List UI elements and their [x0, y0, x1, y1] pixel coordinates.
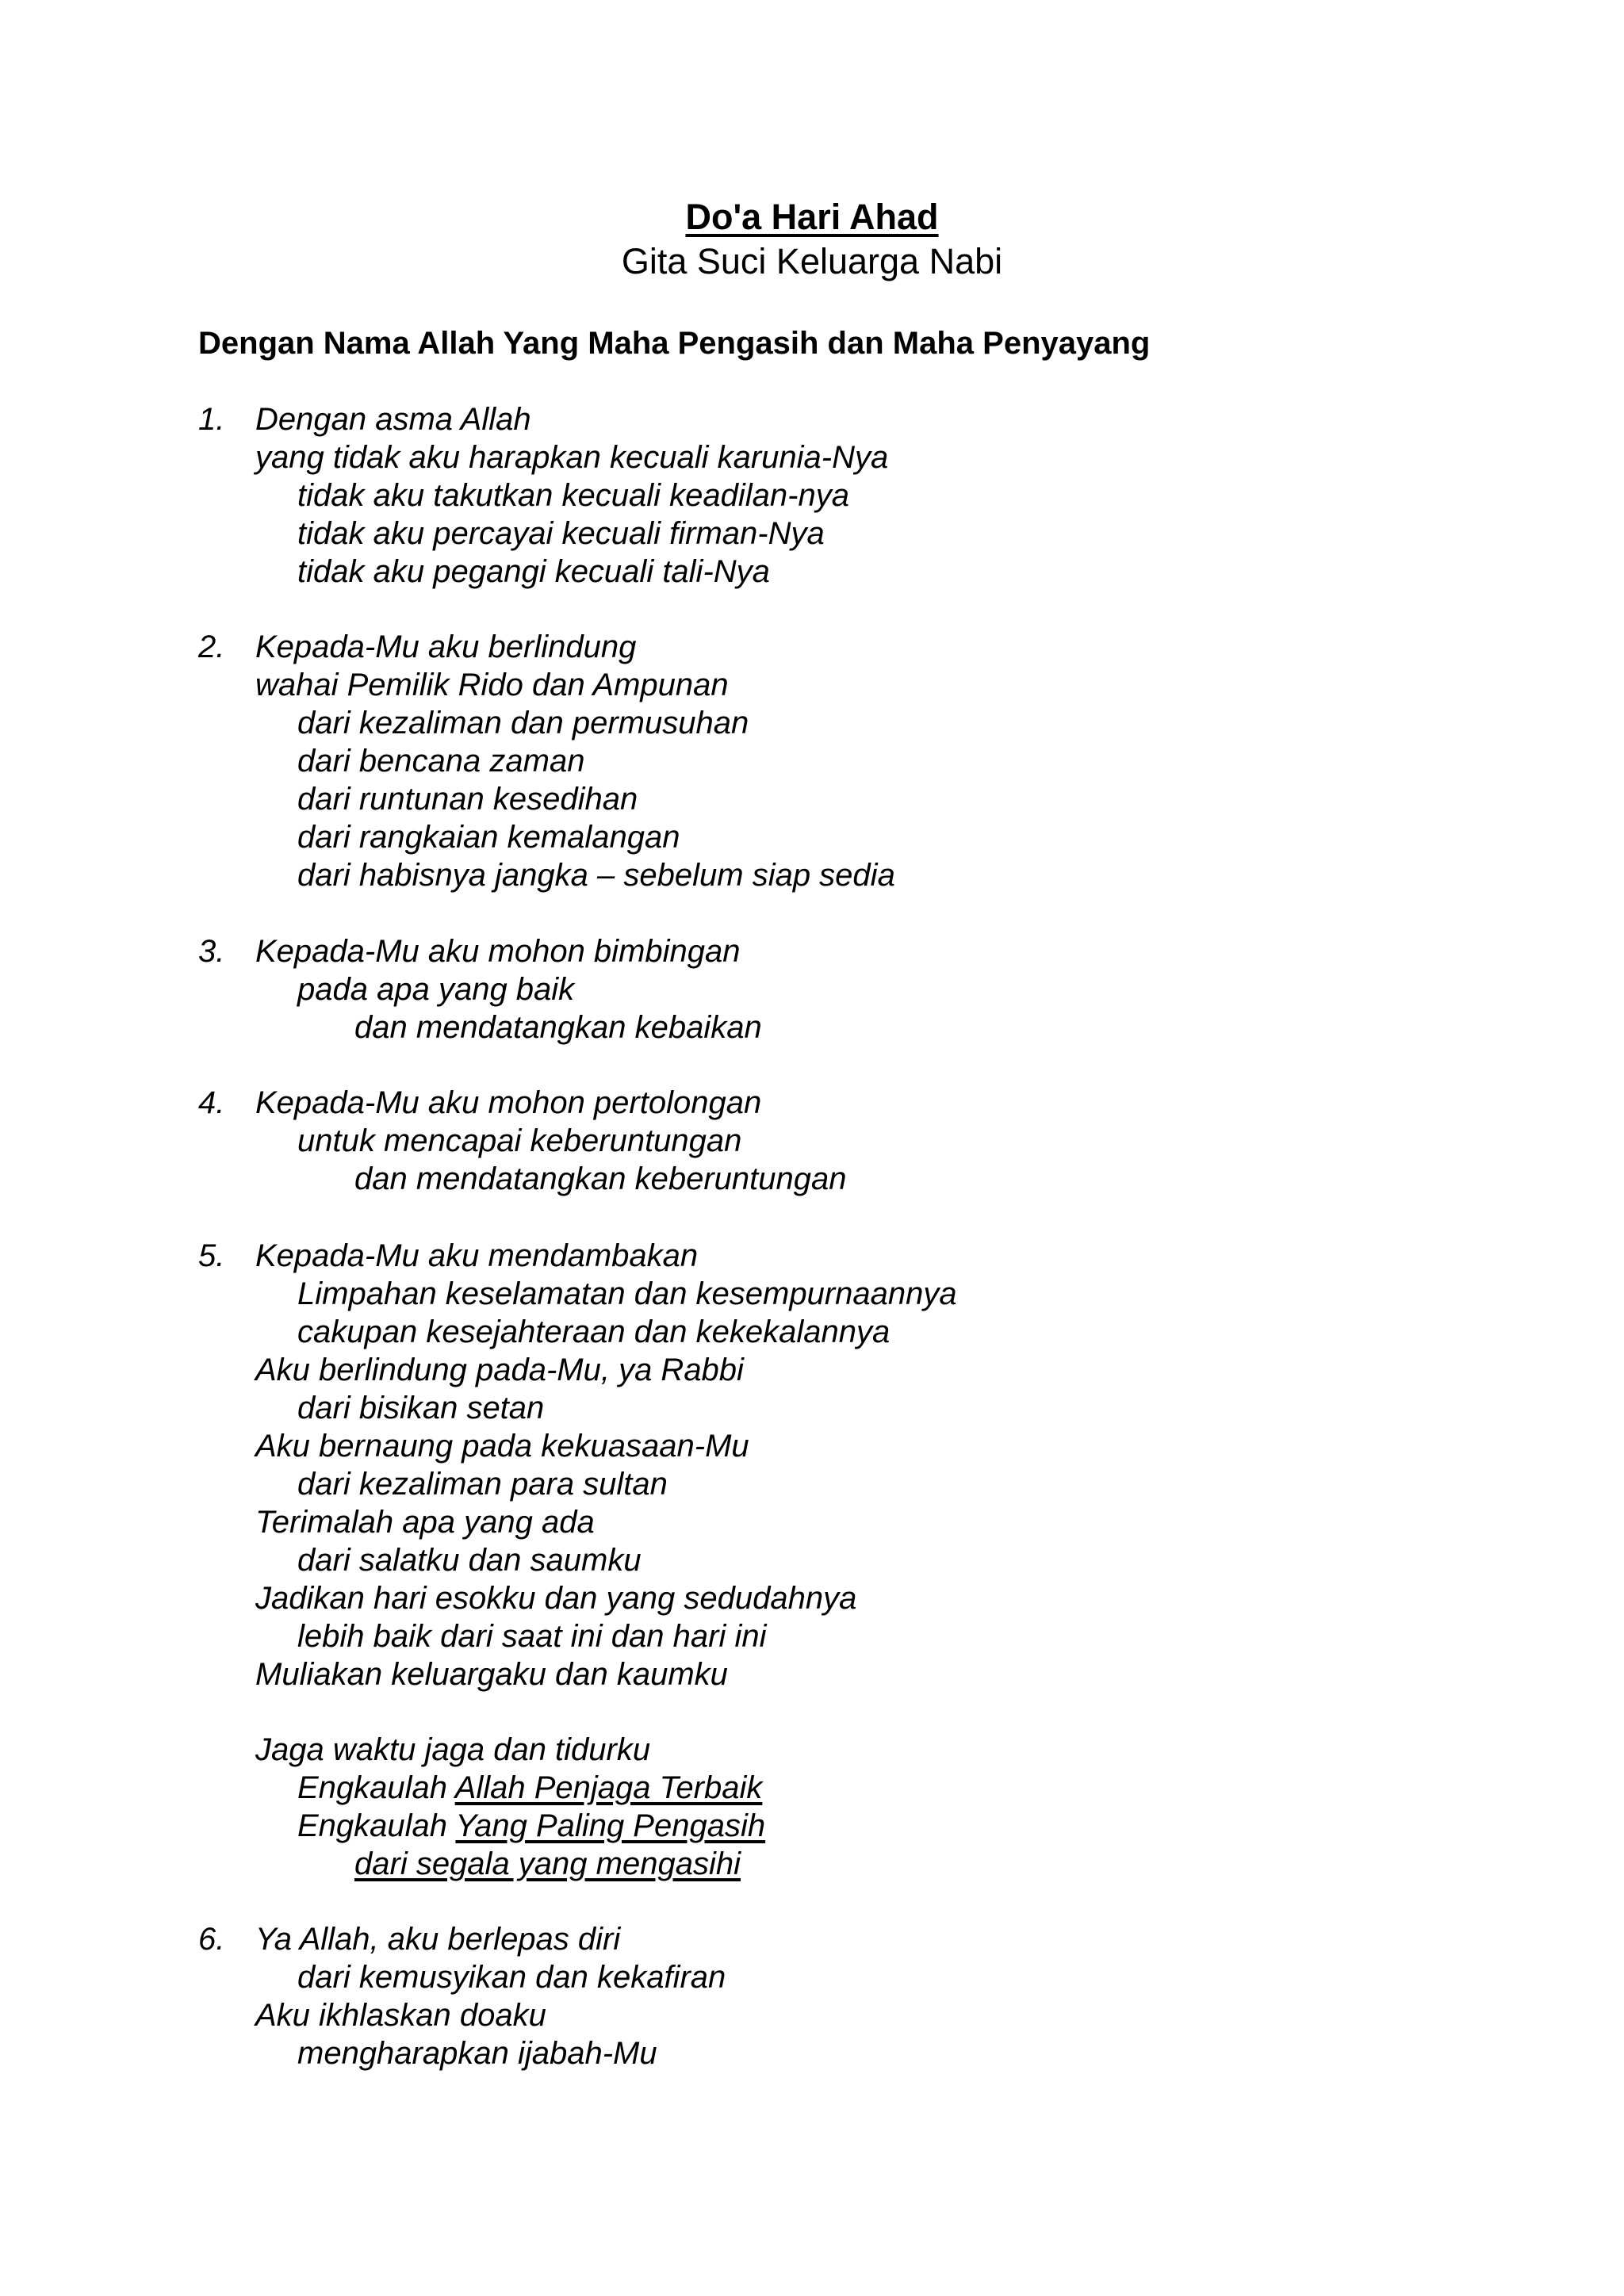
verse-line: lebih baik dari saat ini dan hari ini — [297, 1619, 767, 1654]
verse-text: Engkaulah — [297, 1808, 456, 1843]
verse-line: yang tidak aku harapkan kecuali karunia-Nya — [255, 440, 889, 475]
verse-line: Muliakan keluargaku dan kaumku — [255, 1657, 728, 1692]
verse-line: Aku berlindung pada-Mu, ya Rabbi — [255, 1353, 744, 1387]
verse-line: Kepada-Mu aku mohon bimbingan — [255, 934, 741, 969]
verse-line — [297, 1807, 765, 1845]
verse-line: dari runtunan kesedihan — [297, 782, 638, 817]
verse-line: wahai Pemilik Rido dan Ampunan — [255, 668, 729, 702]
verse-line: Kepada-Mu aku mohon pertolongan — [255, 1085, 762, 1120]
verse-line: tidak aku pegangi kecuali tali-Nya — [297, 554, 770, 589]
verse-line — [354, 1845, 741, 1883]
verse-line: Jadikan hari esokku dan yang sedudahnya — [255, 1581, 857, 1616]
stanza-number: 1. — [198, 402, 225, 437]
verse-text: Engkaulah — [297, 1770, 455, 1805]
verse-line: tidak aku percayai kecuali firman-Nya — [297, 516, 825, 551]
stanza-number: 3. — [198, 934, 225, 969]
verse-line: dan mendatangkan keberuntungan — [354, 1161, 847, 1196]
verse-line: mengharapkan ijabah-Mu — [297, 2036, 657, 2071]
verse-line: tidak aku takutkan kecuali keadilan-nya — [297, 478, 849, 513]
underlined-phrase: Allah Penjaga Terbaik — [454, 1770, 763, 1805]
stanza-number: 4. — [198, 1085, 225, 1120]
verse-line: dari bencana zaman — [297, 744, 585, 779]
underlined-phrase: dari segala yang mengasihi — [354, 1846, 741, 1881]
underlined-phrase: Yang Paling Pengasih — [455, 1808, 766, 1843]
verse-line: Aku bernaung pada kekuasaan-Mu — [255, 1429, 749, 1464]
stanza-number: 6. — [198, 1922, 225, 1957]
verse-line: dari salatku dan saumku — [297, 1543, 642, 1578]
verse-line: Jaga waktu jaga dan tidurku — [255, 1732, 651, 1767]
verse-line: dari bisikan setan — [297, 1391, 545, 1425]
verse-line: Kepada-Mu aku mendambakan — [255, 1238, 699, 1273]
verse-line: Kepada-Mu aku berlindung — [255, 629, 637, 664]
verse-line: dari habisnya jangka – sebelum siap sedia — [297, 858, 895, 893]
verse-line: dari kezaliman dan permusuhan — [297, 706, 749, 740]
stanza-number: 2. — [198, 629, 225, 664]
verse-line: dari rangkaian kemalangan — [297, 820, 680, 855]
verse-line: cakupan kesejahteraan dan kekekalannya — [297, 1314, 891, 1349]
verse-line: untuk mencapai keberuntungan — [297, 1123, 742, 1158]
stanza-number: 5. — [198, 1238, 225, 1273]
verse-line — [297, 1769, 762, 1807]
verse-line: Limpahan keselamatan dan kesempurnaannya — [297, 1276, 957, 1311]
document-title: Do'a Hari Ahad — [685, 197, 939, 237]
basmala-heading: Dengan Nama Allah Yang Maha Pengasih dan Maha Penyayang — [198, 326, 1151, 361]
verse-line: Terimalah apa yang ada — [255, 1505, 595, 1540]
document-subtitle: Gita Suci Keluarga Nabi — [621, 241, 1003, 281]
verse-line: Aku ikhlaskan doaku — [255, 1998, 546, 2033]
verse-line: Ya Allah, aku berlepas diri — [255, 1922, 621, 1957]
verse-line: Dengan asma Allah — [255, 402, 531, 437]
verse-line: dan mendatangkan kebaikan — [354, 1010, 762, 1045]
verse-line: dari kemusyikan dan kekafiran — [297, 1960, 726, 1995]
verse-line: dari kezaliman para sultan — [297, 1467, 668, 1502]
verse-line: pada apa yang baik — [297, 972, 575, 1007]
